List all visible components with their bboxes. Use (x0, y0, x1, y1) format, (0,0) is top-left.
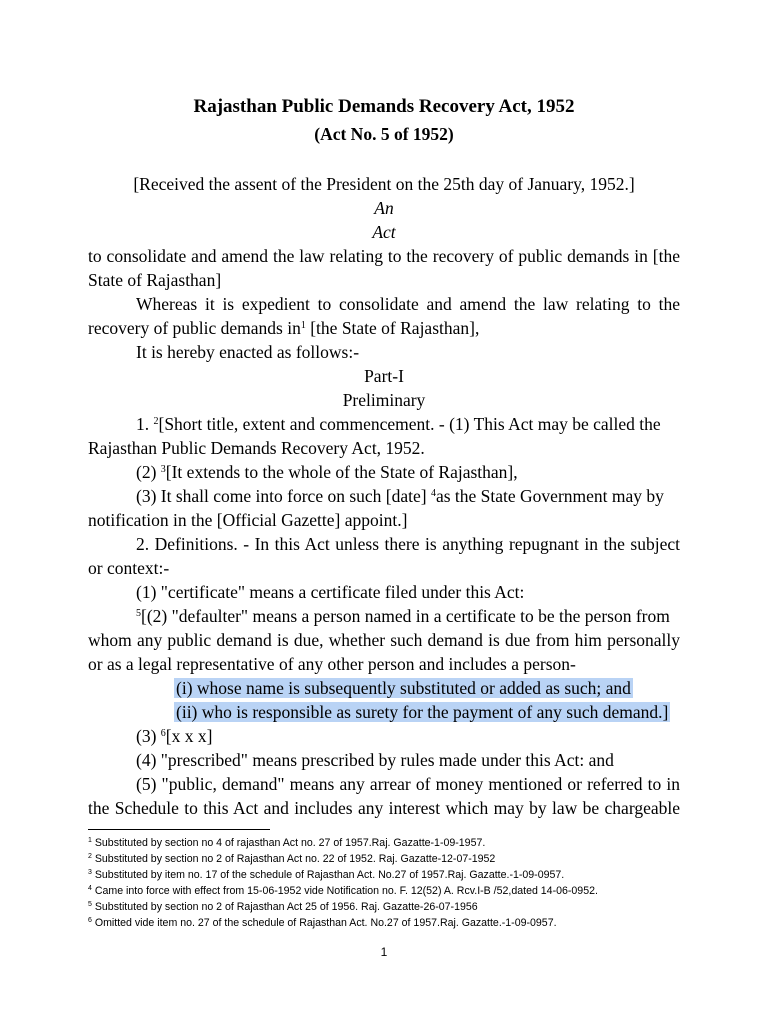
footnote-ref-2: 2 (153, 416, 159, 427)
part-heading: Part-I (364, 366, 404, 386)
footnote-5: $^5$ Substituted by section no 2 of Rajasthan Act 25 of 1956. Raj. Gazatte-26-07-1956 (88, 901, 478, 913)
preamble-line-1: to consolidate and amend the law relating to the recovery of public demands in [the (88, 246, 680, 266)
whereas-line-1: Whereas it is expedient to consolidate and amend the law relating to the (136, 294, 680, 314)
preamble-line-2: State of Rajasthan] (88, 270, 222, 290)
footnote-2: $^2$ Substituted by section no 2 of Rajasthan Act no. 22 of 1952. Raj. Gazatte-12-07-1952 (88, 853, 496, 865)
footnote-separator (88, 829, 270, 830)
definition-public-demand-line-2: the Schedule to this Act and includes any interest which may by law be chargeable (88, 798, 680, 818)
definition-defaulter-line-1: $^5$[(2) "defaulter" means a person named in a certificate to be the person from (136, 606, 670, 626)
definition-clause-i (174, 676, 674, 700)
document-subtitle: (Act No. 5 of 1952) (314, 124, 454, 144)
section-1-line-4: (3) It shall come into force on such [date] $^4$as the State Government may by (136, 486, 664, 506)
highlighted-text: (i) whose name is subsequently substituted or added as such; and (176, 678, 631, 698)
section-2-line-1: 2. Definitions. - In this Act unless there is anything repugnant in the subject (136, 534, 680, 554)
definition-clause-ii (174, 700, 674, 724)
footnote-3: $^3$ Substituted by item no. 17 of the schedule of Rajasthan Act. No.27 of 1957.Raj. Gazatte.-1-09-0957. (88, 869, 565, 881)
document-title: Rajasthan Public Demands Recovery Act, 1952 (193, 96, 575, 117)
page-number: 1 (380, 945, 388, 959)
section-1-line-3: (2) $^3$[It extends to the whole of the State of Rajasthan], (136, 462, 518, 482)
preliminary-heading: Preliminary (342, 390, 426, 410)
footnote-ref-5: 5 (136, 608, 141, 619)
footnote-ref-6: 6 (160, 728, 166, 739)
heading-an: An (374, 198, 394, 218)
section-2-line-2: or context:- (88, 558, 170, 578)
footnote-1: $^1$ Substituted by section no 4 of rajasthan Act no. 27 of 1957.Raj. Gazatte-1-09-1957. (88, 837, 486, 849)
footnote-ref-1: 1 (300, 320, 306, 331)
heading-act: Act (372, 222, 396, 242)
footnote-ref-3: 3 (160, 464, 166, 475)
definition-prescribed: (4) "prescribed" means prescribed by rules made under this Act: and (136, 750, 614, 770)
assent-note: [Received the assent of the President on the 25th day of January, 1952.] (133, 174, 635, 194)
footnote-ref-4: 4 (430, 488, 436, 499)
definition-defaulter-line-2: whom any public demand is due, whether such demand is due from him personally (88, 630, 680, 650)
definition-defaulter-line-3: or as a legal representative of any other person and includes a person- (88, 654, 576, 674)
section-1-line-2: Rajasthan Public Demands Recovery Act, 1952. (88, 438, 425, 458)
enactment-clause: It is hereby enacted as follows:- (136, 342, 360, 362)
section-1-line-5: notification in the [Official Gazette] appoint.] (88, 510, 408, 530)
definition-3-omitted: (3) $^6$[x x x] (136, 726, 213, 746)
definition-certificate: (1) "certificate" means a certificate filed under this Act: (136, 582, 525, 602)
highlighted-text: (ii) who is responsible as surety for the payment of any such demand.] (176, 702, 669, 722)
footnote-4: $^4$ Came into force with effect from 15-06-1952 vide Notification no. F. 12(52) A. Rcv.I-B /52,dated 14-06-0952. (88, 885, 598, 897)
definition-public-demand-line-1: (5) "public, demand" means any arrear of money mentioned or referred to in (136, 774, 680, 794)
footnote-6: $^6$ Omitted vide item no. 27 of the schedule of Rajasthan Act. No.27 of 1957.Raj. Gazatte.-1-09-0957. (88, 917, 557, 929)
section-1-line-1: 1. $^2$[Short title, extent and commencement. - (1) This Act may be called the (136, 414, 661, 434)
whereas-line-2: recovery of public demands $in^1$ [the State of Rajasthan], (88, 318, 480, 338)
